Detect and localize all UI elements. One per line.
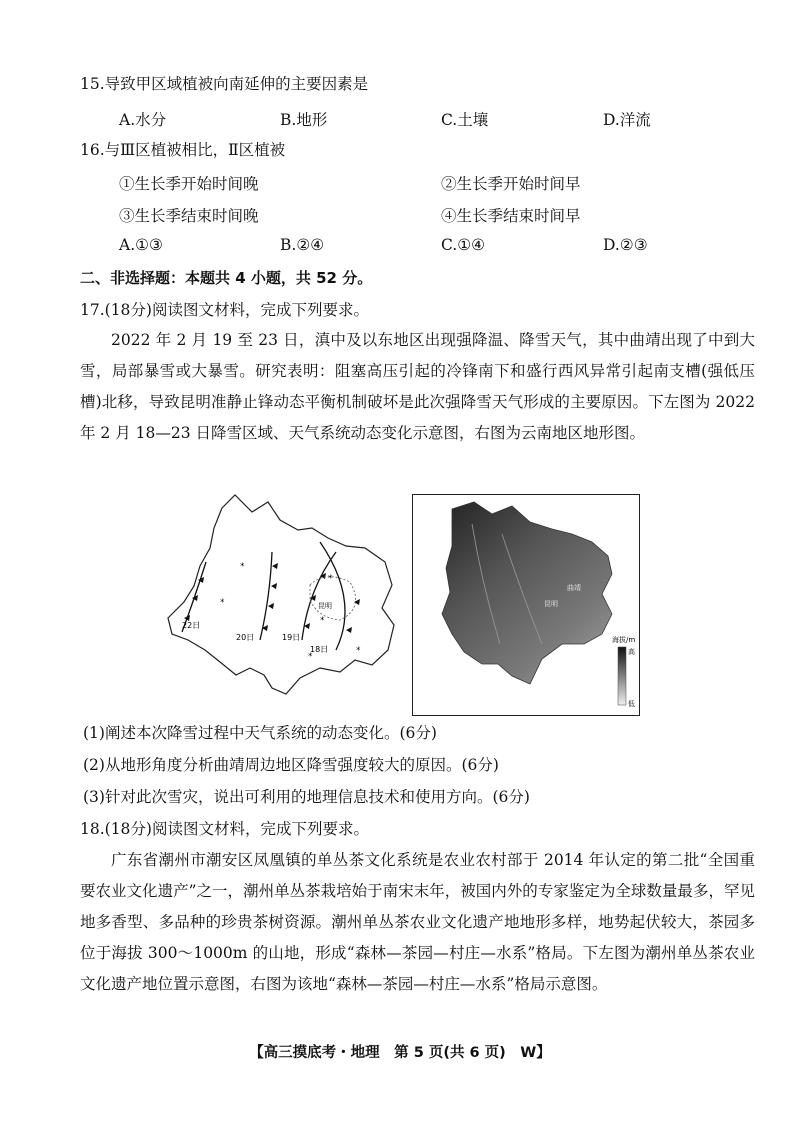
date-label-22: 22日 (182, 621, 201, 630)
q17-material-text: 2022 年 2 月 19 至 23 日，滇中及以东地区出现强降温、降雪天气，其中曲靖出现了中到大雪，局部暴雪或大暴雪。研究表明：阻塞高压引起的冷锋南下和盛行西风异常引起南支槽(强低压槽)北移，导致昆明准静止锋动态平衡机制破坏是此次强降雪天气形成的主要原因。下左图为 2022 年 2 月 18—23 日降雪区域、天气系统动态变化示意图，右图为云南地区地形图。 (80, 331, 755, 442)
snow-symbol: ⁎ (320, 613, 325, 623)
q18-header: 18.(18分)阅读图文材料，完成下列要求。 (80, 820, 369, 838)
q16-statement-2: ②生长季开始时间早 (441, 175, 581, 193)
q15-option-d: D.洋流 (603, 111, 651, 129)
weather-system-map (160, 490, 400, 710)
legend-high: 高 (628, 648, 635, 656)
q16-statement-3: ③生长季结束时间晚 (119, 207, 259, 225)
q15-stem: 15.导致甲区域植被向南延伸的主要因素是 (80, 75, 369, 93)
q17-sub-3: (3)针对此次雪灾，说出可利用的地理信息技术和使用方向。(6分) (83, 788, 530, 806)
q18-material-text: 广东省潮州市潮安区凤凰镇的单丛茶文化系统是农业农村部于 2014 年认定的第二批“全国重要农业文化遗产”之一，潮州单丛茶栽培始于南宋末年，被国内外的专家鉴定为全球数量最多，罕见地多香型、多品种的珍贵茶树资源。潮州单丛茶农业文化遗产地地形多样，地势起伏较大，茶园多位于海拔 300～1000m 的山地，形成“森林—茶园—村庄—水系”格局。下左图为潮州单丛茶农业文化遗产地位置示意图，右图为该地“森林—茶园—村庄—水系”格局示意图。 (80, 851, 755, 993)
q18-material (80, 845, 755, 1000)
q16-statement-4: ④生长季结束时间早 (441, 207, 581, 225)
elevation-legend (618, 647, 626, 705)
q16-stem: 16.与Ⅲ区植被相比，Ⅱ区植被 (80, 141, 286, 159)
q17-header: 17.(18分)阅读图文材料，完成下列要求。 (80, 301, 369, 319)
city-label-kunming: 昆明 (544, 600, 558, 608)
q15-option-b: B.地形 (280, 111, 328, 129)
front-22-triangles (184, 577, 204, 621)
snowfall-area (310, 577, 356, 620)
yunnan-outline (168, 495, 394, 694)
snow-symbol: ⁎ (220, 595, 225, 605)
snow-symbol: ⁎ (240, 559, 245, 569)
topographic-map (412, 494, 640, 716)
q17-sub-1: (1)阐述本次降雪过程中天气系统的动态变化。(6分) (83, 724, 437, 742)
section-heading: 二、非选择题：本题共 4 小题，共 52 分。 (80, 269, 373, 287)
q17-material (80, 325, 755, 449)
q16-option-c: C.①④ (441, 236, 486, 254)
snow-symbol: ⁎ (356, 643, 361, 653)
q16-option-b: B.②④ (280, 236, 325, 254)
snow-symbol: ⁎ (328, 571, 333, 581)
date-label-18: 18日 (310, 645, 329, 654)
legend-low: 低 (628, 700, 635, 708)
q16-option-a: A.①③ (119, 236, 163, 254)
city-label-qujing: 曲靖 (567, 584, 581, 592)
legend-title: 海拔/m (612, 636, 636, 644)
q16-option-d: D.②③ (603, 236, 648, 254)
q17-sub-2: (2)从地形角度分析曲靖周边地区降雪强度较大的原因。(6分) (83, 756, 499, 774)
date-label-20: 20日 (236, 633, 255, 642)
date-label-19: 19日 (282, 633, 301, 642)
front-18-triangles (346, 599, 360, 633)
q15-option-a: A.水分 (119, 111, 167, 129)
snow-symbol: ⁎ (308, 649, 313, 659)
q15-option-c: C.土壤 (441, 111, 489, 129)
front-18 (320, 542, 345, 650)
page-footer: 【高三摸底考・地理 第 5 页(共 6 页) W】 (249, 1045, 551, 1061)
city-label-kunming: 昆明 (318, 602, 332, 610)
q16-statement-1: ①生长季开始时间晚 (119, 175, 259, 193)
